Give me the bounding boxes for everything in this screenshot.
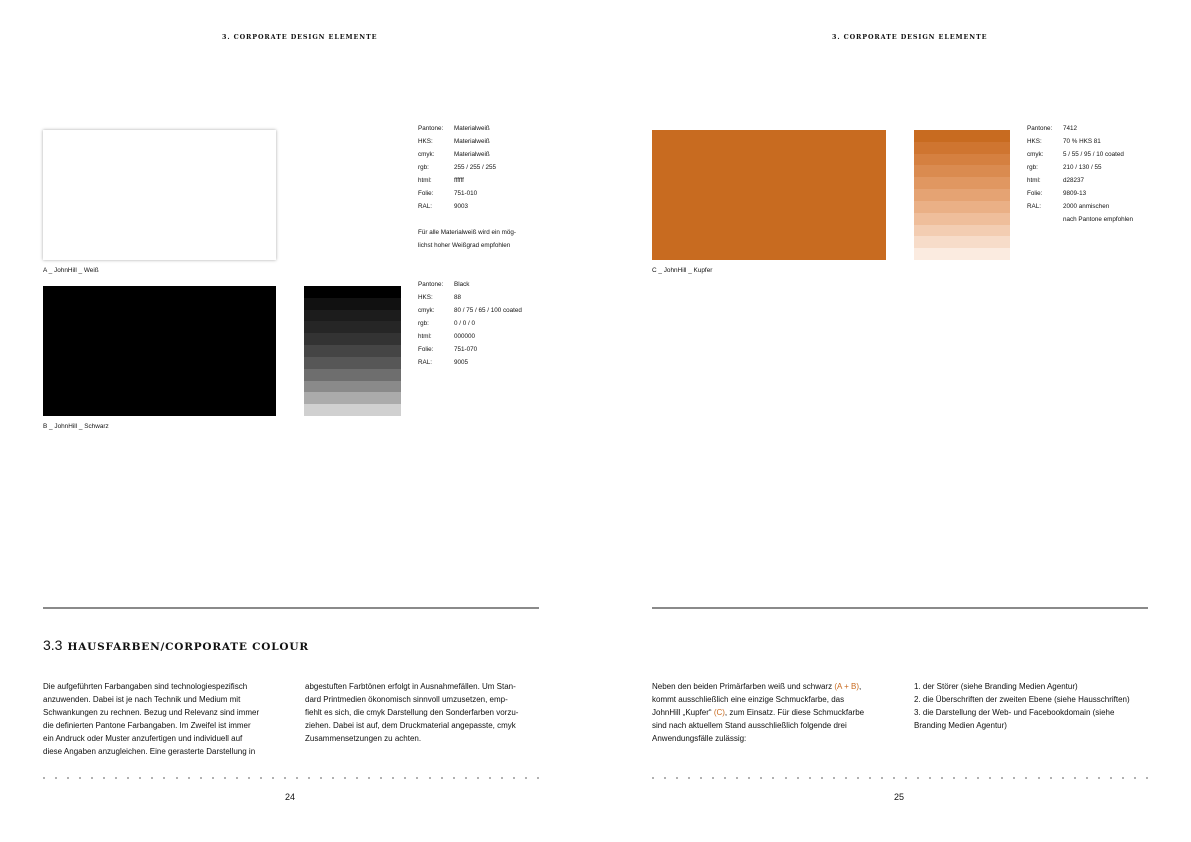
right-page-number: 25 xyxy=(894,792,905,802)
spec-row: cmyk: 80 / 75 / 65 / 100 coated xyxy=(418,307,522,314)
tint-step xyxy=(914,189,1010,201)
divider-dot xyxy=(676,777,678,779)
white-note: Für alle Materialweiß wird ein mög- lichst hoher Weißgrad empfohlen xyxy=(418,229,516,249)
divider-dot xyxy=(965,777,967,779)
section-heading: HAUSFARBEN/CORPORATE COLOUR xyxy=(67,641,309,653)
divider-dot xyxy=(176,777,178,779)
divider-dot xyxy=(869,777,871,779)
divider-dot xyxy=(404,777,406,779)
divider-dot xyxy=(416,777,418,779)
divider-dot xyxy=(296,777,298,779)
divider-dot xyxy=(797,777,799,779)
tint-step xyxy=(914,236,1010,248)
spec-row: cmyk: 5 / 55 / 95 / 10 coated xyxy=(1027,151,1124,158)
list-item: 1. der Störer (siehe Branding Medien Agentur) xyxy=(914,682,1078,691)
divider-dot xyxy=(212,777,214,779)
divider-dot xyxy=(429,777,431,779)
divider-dot xyxy=(929,777,931,779)
divider-dot xyxy=(356,777,358,779)
divider-dot xyxy=(881,777,883,779)
spec-row: html: ffffff xyxy=(418,177,464,184)
spec-row: HKS: 70 % HKS 81 xyxy=(1027,138,1101,145)
spec-row: html: 000000 xyxy=(418,333,476,340)
copper-tint-scale xyxy=(914,130,1010,260)
divider-dot xyxy=(465,777,467,779)
divider-dot xyxy=(941,777,943,779)
white-swatch-caption: A _ JohnHill _ Weiß xyxy=(43,267,99,274)
spec-row: nach Pantone empfohlen xyxy=(1063,216,1134,223)
tint-step xyxy=(914,248,1010,260)
divider-dot xyxy=(67,777,69,779)
divider-dot xyxy=(1038,777,1040,779)
spec-row: html: d28237 xyxy=(1027,177,1085,184)
tint-step xyxy=(304,345,401,357)
divider-dot xyxy=(857,777,859,779)
white-color-swatch xyxy=(43,130,276,260)
divider-dot xyxy=(477,777,479,779)
tint-step xyxy=(914,165,1010,177)
divider-dot xyxy=(845,777,847,779)
divider-dot xyxy=(200,777,202,779)
section-title xyxy=(43,637,309,653)
spec-row: RAL: 2000 anmischen xyxy=(1027,203,1110,210)
divider-dot xyxy=(1134,777,1136,779)
ref-a-b: (A + B) xyxy=(834,682,860,691)
right-dotted-divider xyxy=(652,777,1148,780)
divider-dot xyxy=(809,777,811,779)
tint-step xyxy=(914,154,1010,166)
divider-dot xyxy=(700,777,702,779)
divider-dot xyxy=(1050,777,1052,779)
tint-step xyxy=(304,392,401,404)
divider-dot xyxy=(821,777,823,779)
divider-dot xyxy=(953,777,955,779)
divider-dot xyxy=(652,777,654,779)
tint-step xyxy=(304,333,401,345)
spec-row: cmyk: Materialweiß xyxy=(418,151,490,158)
divider-dot xyxy=(392,777,394,779)
divider-dot xyxy=(748,777,750,779)
divider-dot xyxy=(1098,777,1100,779)
divider-dot xyxy=(1074,777,1076,779)
tint-step xyxy=(304,404,401,416)
spec-row: RAL: 9005 xyxy=(418,359,469,366)
spec-row: HKS: 88 xyxy=(418,294,462,301)
divider-dot xyxy=(1122,777,1124,779)
list-item: 2. die Überschriften der zweiten Ebene (siehe Hausschriften) xyxy=(914,695,1130,704)
divider-dot xyxy=(525,777,527,779)
spec-row: HKS: Materialweiß xyxy=(418,138,490,145)
divider-dot xyxy=(736,777,738,779)
list-item: 3. die Darstellung der Web- und Facebookdomain (siehe xyxy=(914,708,1115,717)
left-section-rule xyxy=(43,607,539,609)
tint-step xyxy=(304,286,401,298)
tint-step xyxy=(304,321,401,333)
section-number: 3.3 xyxy=(43,637,63,653)
divider-dot xyxy=(272,777,274,779)
divider-dot xyxy=(127,777,129,779)
spec-row: Folie: 751-070 xyxy=(418,346,478,353)
divider-dot xyxy=(489,777,491,779)
divider-dot xyxy=(724,777,726,779)
divider-dot xyxy=(833,777,835,779)
divider-dot xyxy=(332,777,334,779)
divider-dot xyxy=(1146,777,1148,779)
divider-dot xyxy=(760,777,762,779)
tint-step xyxy=(304,310,401,322)
divider-dot xyxy=(1001,777,1003,779)
divider-dot xyxy=(163,777,165,779)
divider-dot xyxy=(772,777,774,779)
ref-c: (C) xyxy=(713,708,725,717)
divider-dot xyxy=(91,777,93,779)
tint-step xyxy=(914,213,1010,225)
divider-dot xyxy=(688,777,690,779)
divider-dot xyxy=(344,777,346,779)
spec-row: rgb: 0 / 0 / 0 xyxy=(418,320,476,327)
divider-dot xyxy=(1086,777,1088,779)
spec-row: RAL: 9003 xyxy=(418,203,469,210)
tint-step xyxy=(914,225,1010,237)
divider-dot xyxy=(115,777,117,779)
spec-row: Pantone: 7412 xyxy=(1027,125,1078,132)
divider-dot xyxy=(43,777,45,779)
spec-row: rgb: 210 / 130 / 55 xyxy=(1027,164,1102,171)
divider-dot xyxy=(917,777,919,779)
black-tint-scale xyxy=(304,286,401,416)
left-body-col2: abgestuften Farbtönen erfolgt in Ausnahmefällen. Um Stan- dard Printmedien ökonomisch sinnvoll umzusetzen, emp- fiehlt es sich, die cmyk Darstellung den Sonderfarben vorzu- ziehen. Dabei ist auf, dem Druckmaterial angepasste, cmyk Zusammensetzungen zu achten. xyxy=(305,682,519,743)
tint-step xyxy=(914,142,1010,154)
black-color-swatch xyxy=(43,286,276,416)
spec-row: Pantone: Materialweiß xyxy=(418,125,490,132)
divider-dot xyxy=(103,777,105,779)
right-body-col1: Neben den beiden Primärfarben weiß und schwarz (A + B), kommt ausschließlich eine einzige Schmuckfarbe, das JohnHill „Kupfer“ (C), zum Einsatz. Für diese Schmuckfarbe sind nach aktuellem Stand ausschließlich folgende drei Anwendungsfälle zulässig: xyxy=(652,682,865,743)
divider-dot xyxy=(151,777,153,779)
divider-dot xyxy=(989,777,991,779)
divider-dot xyxy=(453,777,455,779)
tint-step xyxy=(914,177,1010,189)
black-swatch-caption: B _ JohnHill _ Schwarz xyxy=(43,423,109,430)
right-section-rule xyxy=(652,607,1148,609)
divider-dot xyxy=(441,777,443,779)
divider-dot xyxy=(712,777,714,779)
divider-dot xyxy=(380,777,382,779)
divider-dot xyxy=(785,777,787,779)
divider-dot xyxy=(55,777,57,779)
white-spec-list xyxy=(418,122,496,213)
divider-dot xyxy=(79,777,81,779)
copper-swatch-caption: C _ JohnHill _ Kupfer xyxy=(652,267,713,274)
divider-dot xyxy=(248,777,250,779)
divider-dot xyxy=(284,777,286,779)
divider-dot xyxy=(893,777,895,779)
divider-dot xyxy=(320,777,322,779)
tint-step xyxy=(914,201,1010,213)
left-body-col1: Die aufgeführten Farbangaben sind technologiespezifisch anzuwenden. Dabei ist je nach Technik und Medium mit Schwankungen zu rechnen. Bezug und Relevanz sind immer die definierten Pantone Farbangaben. Im Zweifel ist immer ein Andruck oder Muster anzufertigen und individuell auf diese Angaben anzugleichen. Eine gerasterte Darstellung in xyxy=(43,682,260,756)
divider-dot xyxy=(188,777,190,779)
left-page-header: 3. CORPORATE DESIGN ELEMENTE xyxy=(222,33,378,41)
tint-step xyxy=(304,381,401,393)
left-page-number: 24 xyxy=(285,792,296,802)
copper-spec-list xyxy=(1027,122,1133,226)
tint-step xyxy=(304,369,401,381)
black-spec-list xyxy=(418,278,522,369)
divider-dot xyxy=(1110,777,1112,779)
spec-row: rgb: 255 / 255 / 255 xyxy=(418,164,497,171)
divider-dot xyxy=(513,777,515,779)
spec-row: Folie: 9809-13 xyxy=(1027,190,1087,197)
divider-dot xyxy=(905,777,907,779)
divider-dot xyxy=(977,777,979,779)
tint-step xyxy=(914,130,1010,142)
divider-dot xyxy=(368,777,370,779)
divider-dot xyxy=(308,777,310,779)
divider-dot xyxy=(236,777,238,779)
usage-list xyxy=(914,680,1154,732)
divider-dot xyxy=(260,777,262,779)
divider-dot xyxy=(537,777,539,779)
divider-dot xyxy=(664,777,666,779)
tint-step xyxy=(304,357,401,369)
spec-row: Pantone: Black xyxy=(418,281,470,288)
divider-dot xyxy=(1013,777,1015,779)
divider-dot xyxy=(139,777,141,779)
divider-dot xyxy=(224,777,226,779)
divider-dot xyxy=(1062,777,1064,779)
list-item: Branding Medien Agentur) xyxy=(914,721,1007,730)
copper-color-swatch xyxy=(652,130,886,260)
tint-step xyxy=(304,298,401,310)
divider-dot xyxy=(1025,777,1027,779)
spec-row: Folie: 751-010 xyxy=(418,190,478,197)
divider-dot xyxy=(501,777,503,779)
right-page-header: 3. CORPORATE DESIGN ELEMENTE xyxy=(832,33,988,41)
left-dotted-divider xyxy=(43,777,539,780)
